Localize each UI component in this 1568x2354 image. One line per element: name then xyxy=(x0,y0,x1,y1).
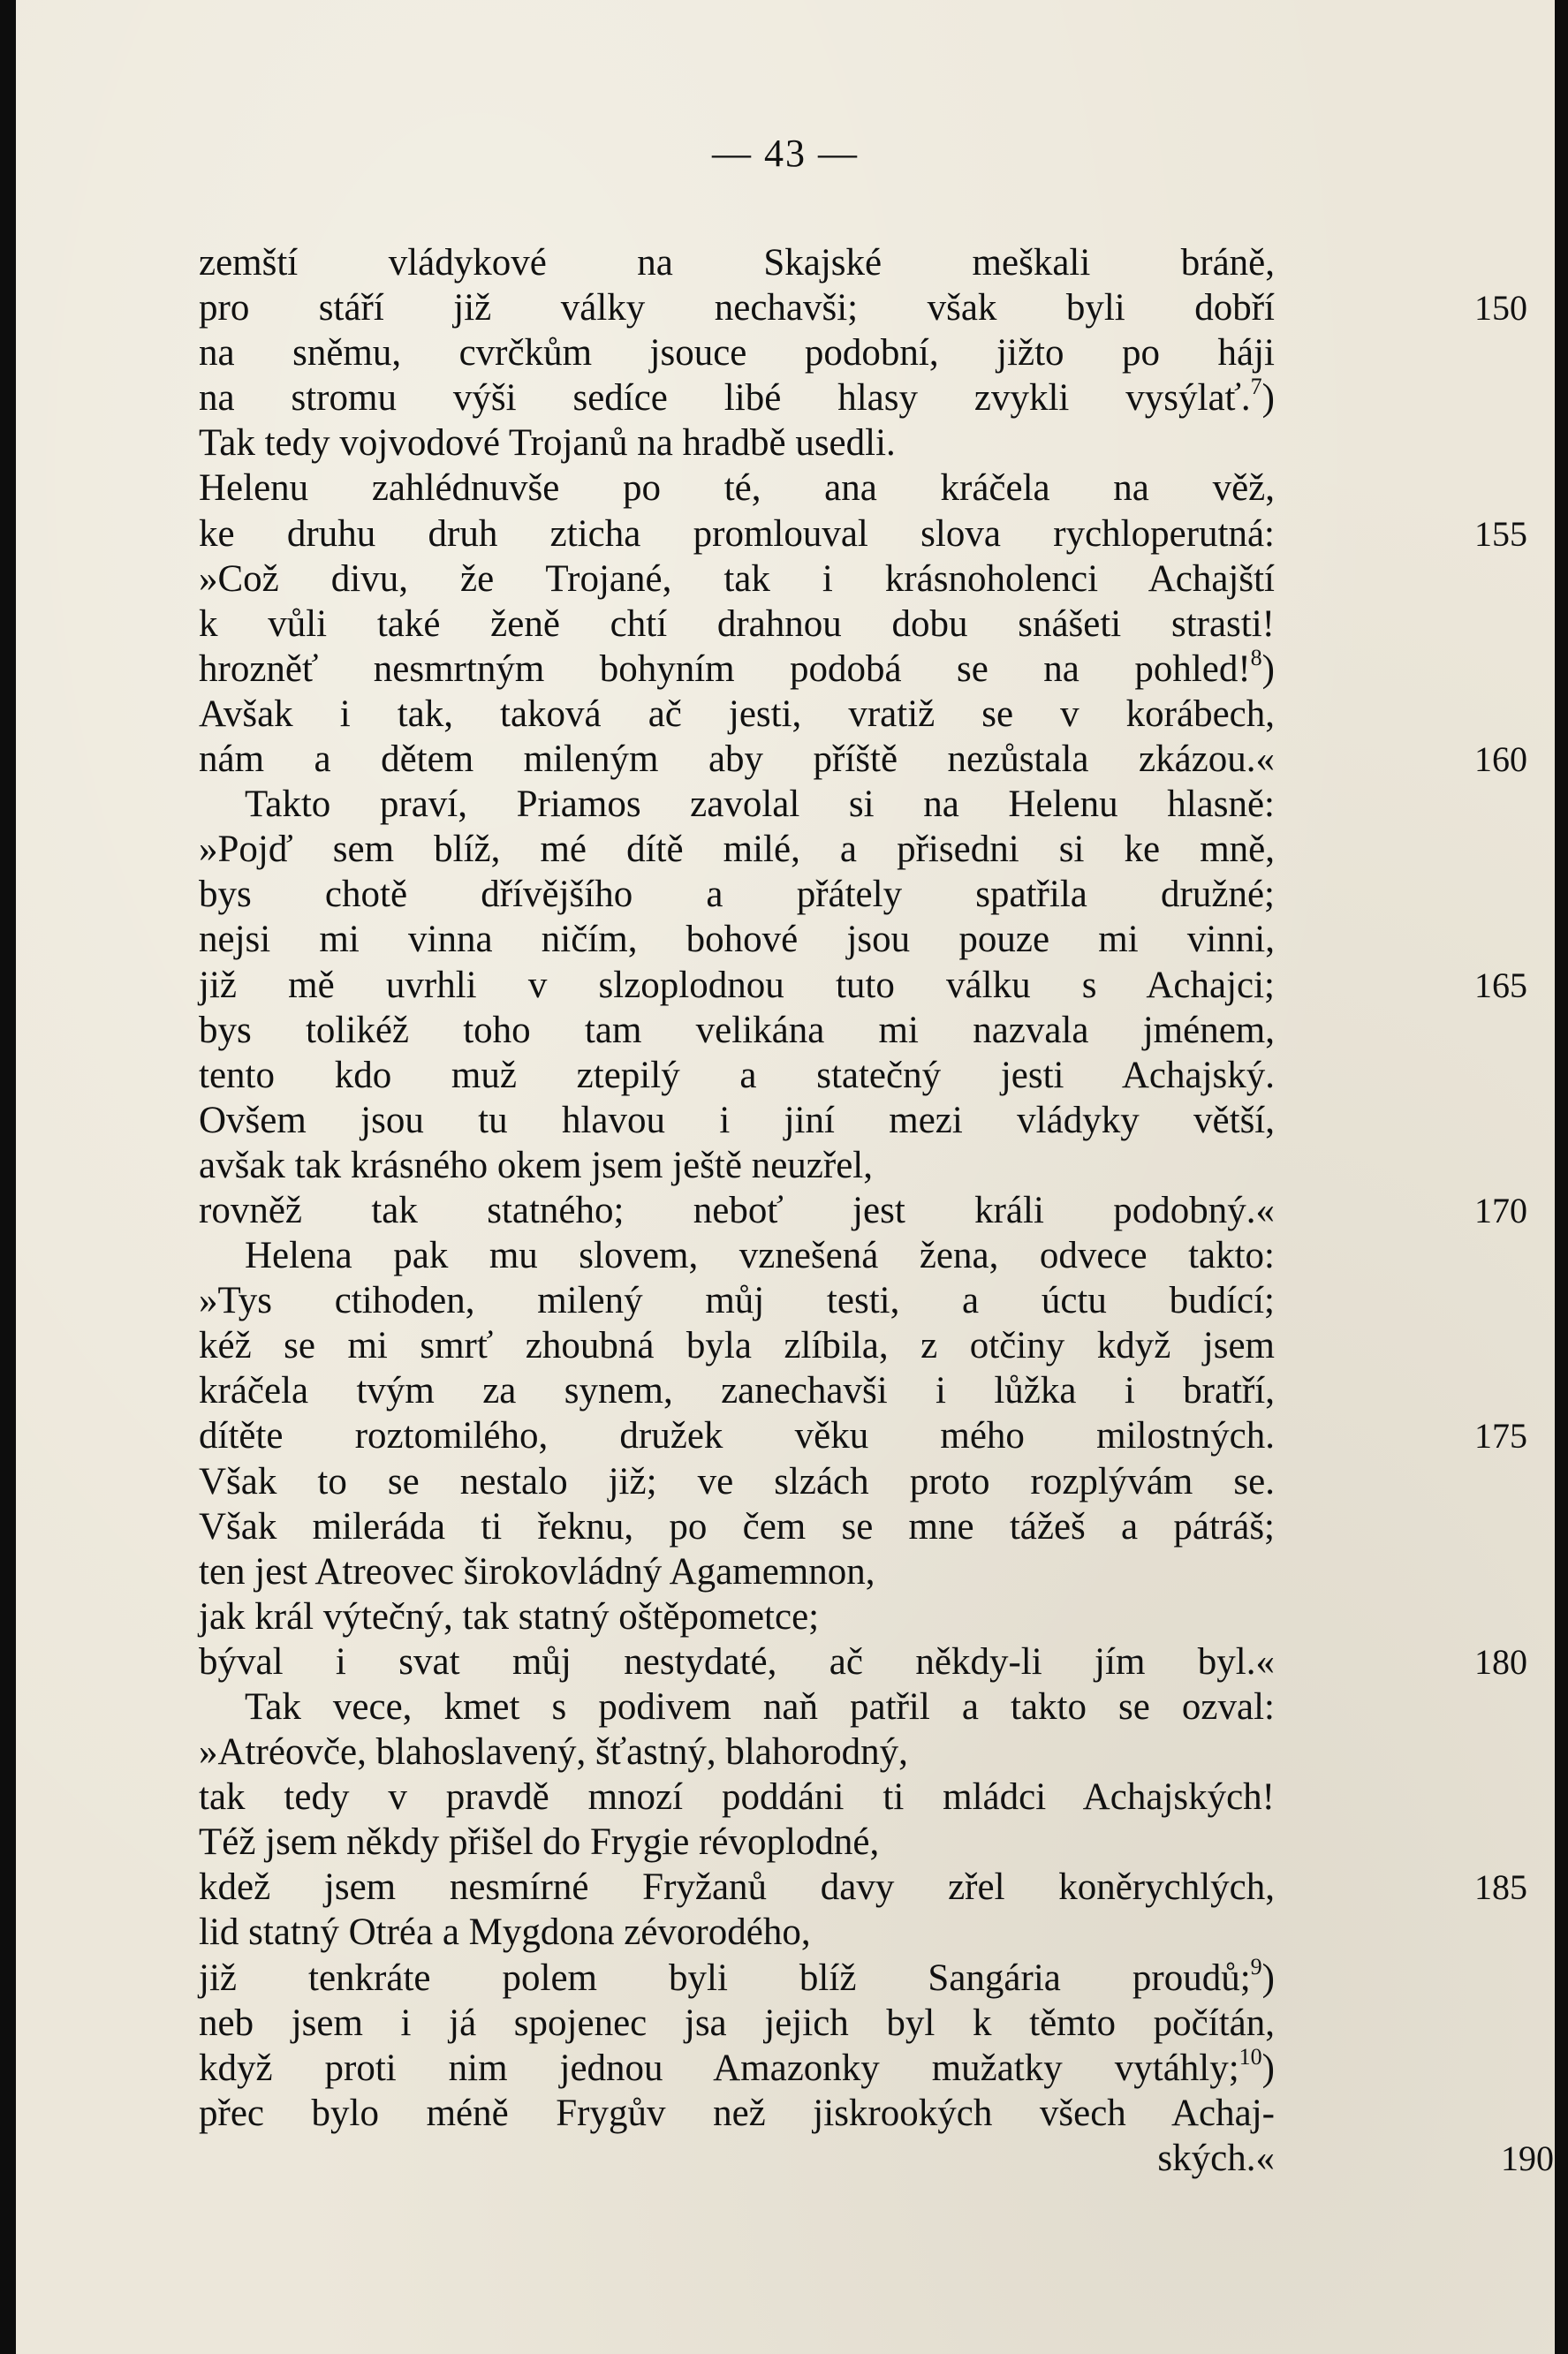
verse-text xyxy=(199,556,1275,602)
footnote-paren: ) xyxy=(1261,2047,1275,2089)
verse-text xyxy=(199,240,1275,285)
verse-text xyxy=(199,963,1275,1008)
verse-line xyxy=(199,285,1527,330)
verse-words: již tenkráte polem byli blíž Sangária proudů; xyxy=(199,1957,1251,1999)
verse-words: zemští vládykové na Skajské meškali bráně, xyxy=(199,242,1275,284)
verse-words: kdež jsem nesmírné Fryžanů davy zřel koněrychlých, xyxy=(199,1866,1275,1909)
verse-words: »Tys ctihoden, milený můj testi, a úctu budící; xyxy=(199,1280,1275,1322)
verse-text xyxy=(199,1323,1275,1368)
verse-words: jak král výtečný, tak statný oštěpometce; xyxy=(199,1595,820,1638)
line-number: 185 xyxy=(1474,1867,1527,1908)
verse-line xyxy=(199,2001,1275,2046)
footnote-marker: 10 xyxy=(1238,2043,1262,2070)
footnote-paren: ) xyxy=(1261,377,1275,420)
verse-words: pro stáří již války nechavši; však byli dobří xyxy=(199,287,1275,329)
verse-line xyxy=(199,2136,1554,2181)
verse-text xyxy=(199,1459,1275,1504)
verse-words: lid statný Otréa a Mygdona zévorodého, xyxy=(199,1911,811,1954)
verse-words: ke druhu druh zticha promlouval slova rychloperutná: xyxy=(199,512,1275,555)
footnote-marker: 9 xyxy=(1250,1953,1262,1979)
verse-words: Též jsem někdy přišel do Frygie révoplodné, xyxy=(199,1821,880,1864)
verse-text xyxy=(199,1953,1275,2001)
verse-text xyxy=(199,1549,1275,1594)
verse-text xyxy=(199,1278,1275,1323)
verse-line xyxy=(199,1910,1275,1955)
line-number: 180 xyxy=(1474,1641,1527,1682)
footnote-marker: 7 xyxy=(1250,374,1262,400)
verse-text xyxy=(199,1730,1275,1775)
verse-words: dítěte roztomilého, družek věku mého milostných. xyxy=(199,1415,1275,1457)
verse-words: ten jest Atreovec širokovládný Agamemnon, xyxy=(199,1550,875,1593)
verse-text xyxy=(199,1188,1275,1233)
verse-text xyxy=(199,1413,1275,1458)
verse-line xyxy=(199,1053,1275,1098)
verse-words: nám a dětem mileným aby příště nezůstala zkázou.« xyxy=(199,738,1275,781)
verse-line xyxy=(199,1459,1275,1504)
verse-words: Však to se nestalo již; ve slzách proto rozplývám se. xyxy=(199,1460,1275,1502)
verse-line xyxy=(199,1278,1275,1323)
verse-line xyxy=(199,917,1275,962)
line-number: 150 xyxy=(1474,288,1527,329)
verse-text xyxy=(199,330,1275,375)
verse-words: nejsi mi vinna ničím, bohové jsou pouze mi vinni, xyxy=(199,919,1275,961)
verse-text xyxy=(199,2091,1275,2136)
verse-words: Ovšem jsou tu hlavou i jiní mezi vládyky větší, xyxy=(199,1099,1275,1141)
verse-words: kéž se mi smrť zhoubná byla zlíbila, z otčiny když jsem xyxy=(199,1325,1275,1367)
verse-words: na stromu výši sedíce libé hlasy zvykli vysýlať. xyxy=(199,377,1251,420)
verse-words: avšak tak krásného okem jsem ještě neuzřel, xyxy=(199,1144,873,1186)
verse-line xyxy=(199,240,1275,285)
verse-words: Takto praví, Priamos zavolal si na Helenu hlasně: xyxy=(245,783,1275,826)
verse-line xyxy=(199,1820,1275,1865)
verse-text xyxy=(199,1910,1275,1955)
verse-text xyxy=(245,1233,1275,1278)
verse-line xyxy=(199,1143,1275,1188)
verse-line xyxy=(199,1865,1527,1910)
verse-words: Helena pak mu slovem, vznešená žena, odvece takto: xyxy=(245,1235,1275,1277)
verse-line xyxy=(199,1413,1527,1458)
verse-line xyxy=(199,1684,1275,1730)
verse-line xyxy=(199,737,1527,782)
verse-text xyxy=(199,1008,1275,1053)
verse-words: Tak vece, kmet s podivem naň patřil a takto se ozval: xyxy=(245,1686,1275,1728)
verse-words: když proti nim jednou Amazonky mužatky vytáhly; xyxy=(199,2047,1239,2089)
verse-line xyxy=(199,827,1275,872)
verse-text xyxy=(245,1684,1275,1730)
verse-words: na sněmu, cvrčkům jsouce podobní, jižto po háji xyxy=(199,332,1275,375)
verse-words: k vůli také ženě chtí drahnou dobu snášeti strasti! xyxy=(199,602,1275,645)
verse-line xyxy=(199,1549,1275,1594)
verse-text xyxy=(199,1504,1275,1549)
verse-line xyxy=(199,330,1275,375)
verse-block xyxy=(199,240,1554,2181)
footnote-paren: ) xyxy=(1261,647,1275,690)
verse-line xyxy=(199,1504,1275,1549)
verse-line xyxy=(199,1639,1527,1684)
verse-line xyxy=(199,1775,1275,1820)
verse-text xyxy=(199,872,1275,917)
verse-text xyxy=(199,511,1275,556)
verse-line xyxy=(199,1188,1527,1233)
verse-words: Avšak i tak, taková ač jesti, vratiž se v korábech, xyxy=(199,693,1275,735)
verse-line xyxy=(199,602,1275,647)
verse-line xyxy=(199,872,1275,917)
verse-words: Tak tedy vojvodové Trojanů na hradbě usedli. xyxy=(199,422,896,465)
verse-words: tento kdo muž ztepilý a statečný jesti Achajský. xyxy=(199,1054,1275,1096)
verse-words: tak tedy v pravdě mnozí poddáni ti mládci Achajských! xyxy=(199,1776,1275,1819)
verse-line xyxy=(199,1098,1275,1143)
verse-text xyxy=(199,1143,1275,1188)
verse-line xyxy=(199,1233,1275,1278)
verse-words: Však mileráda ti řeknu, po čem se mne tážeš a pátráš; xyxy=(199,1505,1275,1548)
verse-text xyxy=(199,1775,1275,1820)
verse-text xyxy=(199,1639,1275,1684)
verse-text xyxy=(245,782,1275,827)
verse-words: bys tolikéž toho tam velikána mi nazvala jménem, xyxy=(199,1009,1275,1051)
verse-text xyxy=(199,285,1275,330)
line-number: 155 xyxy=(1474,513,1527,554)
verse-text xyxy=(199,692,1275,737)
verse-line xyxy=(199,1953,1275,2001)
verse-line xyxy=(199,1594,1275,1639)
verse-words: ských.« xyxy=(1157,2137,1275,2179)
verse-words: býval i svat můj nestydaté, ač někdy-li jím byl.« xyxy=(199,1640,1275,1683)
verse-text xyxy=(199,602,1275,647)
verse-words: rovněž tak statného; neboť jest králi podobný.« xyxy=(199,1189,1275,1231)
verse-text xyxy=(199,1594,1275,1639)
verse-text xyxy=(199,420,1275,466)
verse-words: Helenu zahlédnuvše po té, ana kráčela na věž, xyxy=(199,467,1275,510)
verse-text xyxy=(199,1098,1275,1143)
verse-line xyxy=(199,963,1527,1008)
line-number: 190 xyxy=(1501,2138,1554,2178)
verse-words: »Atréovče, blahoslavený, šťastný, blahorodný, xyxy=(199,1731,908,1774)
verse-line xyxy=(199,375,1275,420)
verse-words: »Pojď sem blíž, mé dítě milé, a přisedni si ke mně, xyxy=(199,829,1275,871)
verse-line xyxy=(199,692,1275,737)
verse-text xyxy=(199,917,1275,962)
verse-line xyxy=(199,1730,1275,1775)
verse-text xyxy=(199,375,1275,420)
footnote-paren: ) xyxy=(1261,1957,1275,1999)
verse-line xyxy=(199,511,1527,556)
verse-words: přec bylo méně Frygův než jiskrookých všech Achaj- xyxy=(199,2092,1275,2134)
verse-line xyxy=(199,556,1275,602)
verse-words: hrozněť nesmrtným bohyním podobá se na pohled! xyxy=(199,647,1251,690)
footnote-marker: 8 xyxy=(1250,644,1262,670)
verse-line xyxy=(199,2091,1275,2136)
verse-text xyxy=(199,1053,1275,1098)
verse-line xyxy=(199,2043,1275,2091)
verse-text xyxy=(199,2001,1275,2046)
book-page xyxy=(16,0,1555,2354)
verse-text xyxy=(199,737,1275,782)
page-number: — 43 — xyxy=(712,132,859,175)
verse-line xyxy=(199,782,1275,827)
verse-text xyxy=(199,1820,1275,1865)
verse-text xyxy=(199,827,1275,872)
verse-words: již mě uvrhli v slzoplodnou tuto válku s Achajci; xyxy=(199,964,1275,1006)
verse-words: bys chotě dřívějšího a přátely spatřila družné; xyxy=(199,874,1275,916)
verse-text xyxy=(199,2136,1275,2181)
verse-line xyxy=(199,420,1275,466)
verse-text xyxy=(199,644,1275,692)
verse-text xyxy=(199,466,1275,511)
verse-text xyxy=(199,1865,1275,1910)
verse-text xyxy=(199,2043,1275,2091)
verse-words: »Což divu, že Trojané, tak i krásnoholenci Achajští xyxy=(199,557,1275,600)
line-number: 170 xyxy=(1474,1190,1527,1230)
line-number: 165 xyxy=(1474,965,1527,1005)
verse-line xyxy=(199,1323,1275,1368)
verse-line xyxy=(199,466,1275,511)
line-number: 175 xyxy=(1474,1416,1527,1457)
verse-line xyxy=(199,1008,1275,1053)
verse-line xyxy=(199,1368,1275,1413)
line-number: 160 xyxy=(1474,739,1527,780)
verse-words: neb jsem i já spojenec jsa jejich byl k těmto počítán, xyxy=(199,2002,1275,2044)
verse-words: kráčela tvým za synem, zanechavši i lůžka i bratří, xyxy=(199,1370,1275,1412)
verse-line xyxy=(199,644,1275,692)
verse-text xyxy=(199,1368,1275,1413)
